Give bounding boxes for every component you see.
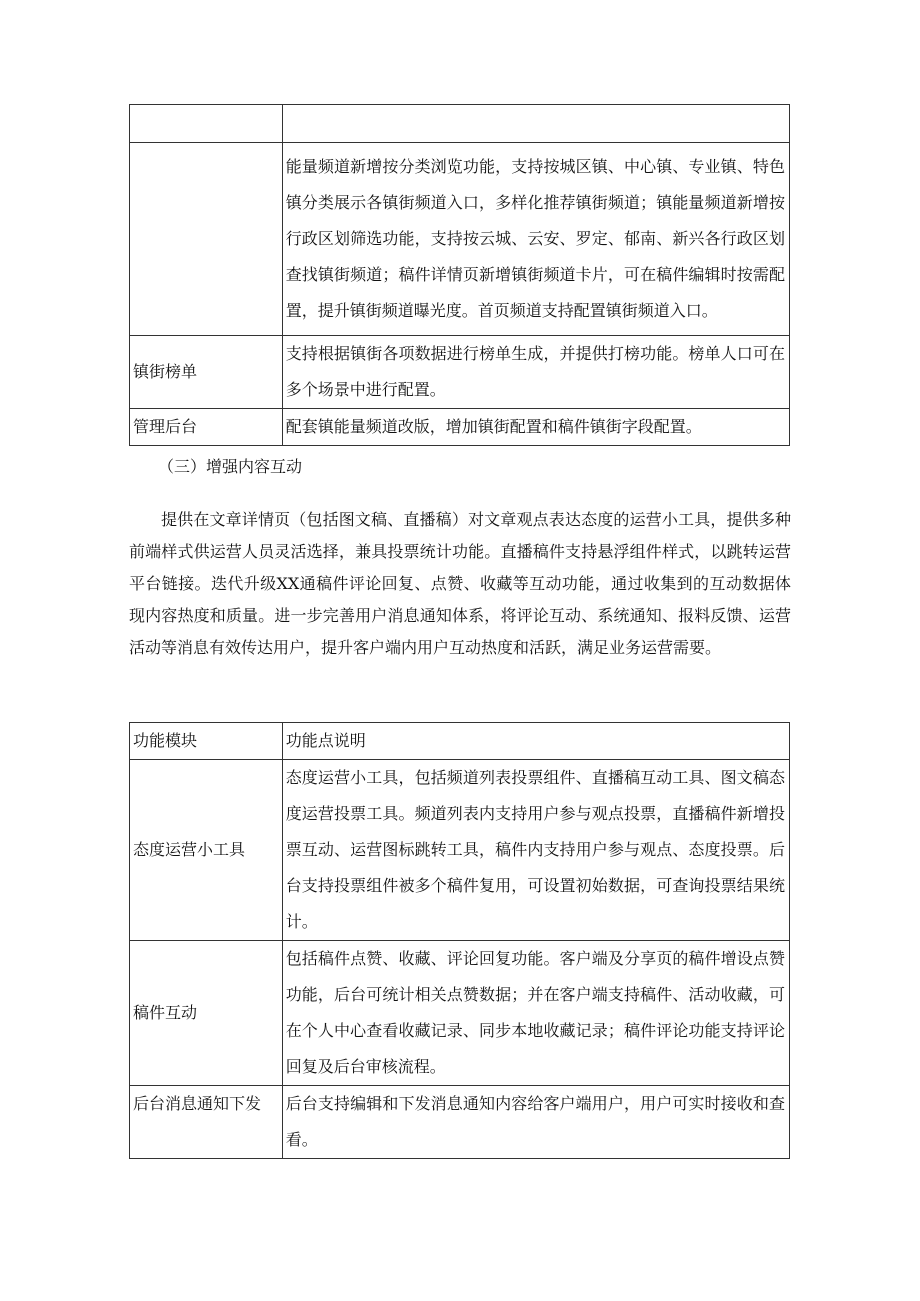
- description-cell: 后台支持编辑和下发消息通知内容给客户端用户，用户可实时接收和查看。: [282, 1086, 789, 1159]
- table-row: [130, 336, 790, 409]
- table-header-row: [130, 723, 790, 760]
- feature-table-interaction: [129, 722, 790, 1159]
- table-row: [130, 760, 790, 941]
- module-cell: 后台消息通知下发: [130, 1086, 283, 1159]
- table-row: [130, 143, 790, 336]
- header-description: 功能点说明: [282, 723, 789, 760]
- description-cell-spacer: [282, 105, 789, 143]
- module-cell: [130, 105, 283, 143]
- body-paragraph: 提供在文章详情页（包括图文稿、直播稿）对文章观点表达态度的运营小工具，提供多种前端样式供运营人员灵活选择，兼具投票统计功能。直播稿件支持悬浮组件样式，以跳转运营平台链接。迭代升级XX通稿件评论回复、点赞、收藏等互动功能，通过收集到的互动数据体现内容热度和质量。进一步完善用户消息通知体系，将评论互动、系统通知、报料反馈、运营活动等消息有效传达用户，提升客户端内用户互动热度和活跃，满足业务运营需要。: [129, 510, 791, 657]
- description-cell: 配套镇能量频道改版，增加镇街配置和稿件镇街字段配置。: [282, 409, 789, 446]
- table-row: [130, 941, 790, 1086]
- module-cell: 态度运营小工具: [130, 760, 283, 941]
- description-cell: 态度运营小工具，包括频道列表投票组件、直播稿互动工具、图文稿态度运营投票工具。频道列表内支持用户参与观点投票，直播稿件新增投票互动、运营图标跳转工具，稿件内支持用户参与观点、态度投票。后台支持投票组件被多个稿件复用，可设置初始数据，可查询投票结果统计。: [282, 760, 789, 941]
- section-heading: （三）增强内容互动: [158, 457, 303, 476]
- module-cell-continued: [130, 143, 283, 336]
- table-row: [130, 409, 790, 446]
- module-cell: 稿件互动: [130, 941, 283, 1086]
- table-row: [130, 105, 790, 143]
- description-cell: 能量频道新增按分类浏览功能，支持按城区镇、中心镇、专业镇、特色镇分类展示各镇街频道入口，多样化推荐镇街频道；镇能量频道新增按行政区划筛选功能，支持按云城、云安、罗定、郁南、新兴各行政区划查找镇街频道；稿件详情页新增镇街频道卡片，可在稿件编辑时按需配置，提升镇街频道曝光度。首页频道支持配置镇街频道入口。: [282, 143, 789, 336]
- description-cell: 支持根据镇街各项数据进行榜单生成，并提供打榜功能。榜单人口可在多个场景中进行配置。: [282, 336, 789, 409]
- module-cell: 管理后台: [130, 409, 283, 446]
- module-cell: 镇街榜单: [130, 336, 283, 409]
- feature-table-town-channel: [129, 104, 790, 446]
- header-module: 功能模块: [130, 723, 283, 760]
- description-cell: 包括稿件点赞、收藏、评论回复功能。客户端及分享页的稿件增设点赞功能，后台可统计相关点赞数据；并在客户端支持稿件、活动收藏，可在个人中心查看收藏记录、同步本地收藏记录；稿件评论功能支持评论回复及后台审核流程。: [282, 941, 789, 1086]
- table-row: [130, 1086, 790, 1159]
